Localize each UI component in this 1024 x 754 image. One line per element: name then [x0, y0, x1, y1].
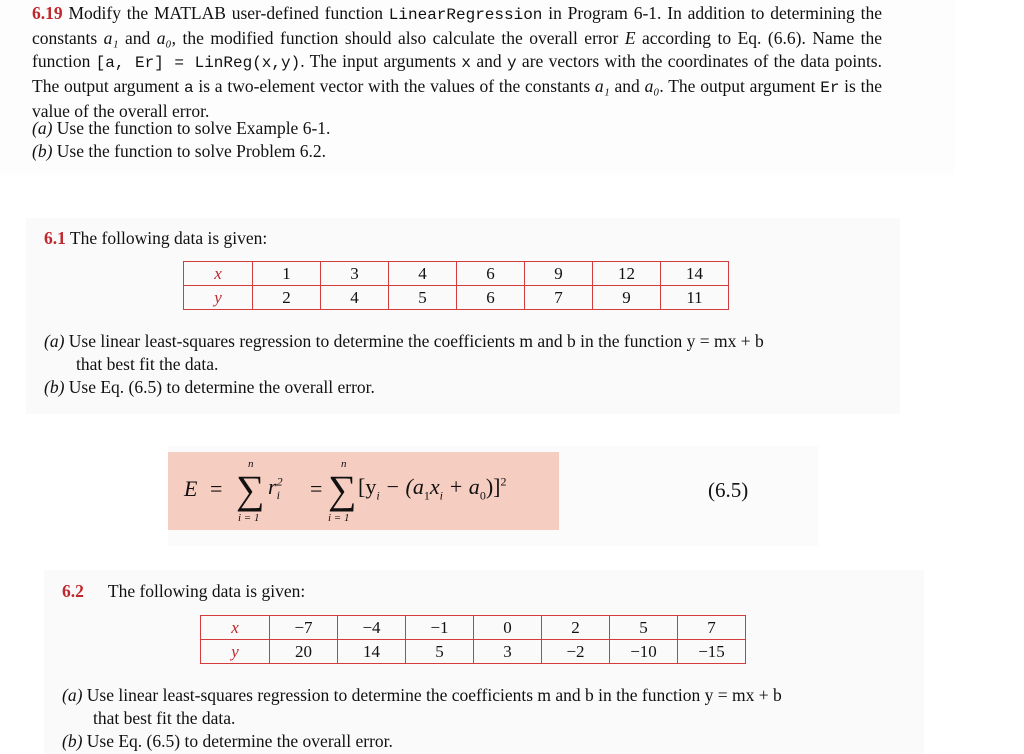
table-cell-x: −7	[270, 616, 338, 640]
table-cell-x: 6	[457, 262, 525, 286]
table-cell-x: −1	[406, 616, 474, 640]
table-cell-y: 4	[321, 286, 389, 310]
problem-number: 6.2	[62, 581, 84, 601]
table-row-y	[201, 640, 746, 664]
problem-number: 6.19	[32, 3, 63, 23]
math-a1: a₁	[103, 28, 119, 48]
eq-sup: 2	[500, 474, 507, 489]
text-segment: and	[609, 76, 645, 96]
table-cell-y: 2	[253, 286, 321, 310]
problem-6-2-data-table	[200, 615, 746, 664]
text-segment: and	[471, 51, 507, 71]
eq-sub: i	[439, 488, 443, 503]
item-label: (b)	[44, 377, 65, 397]
table-cell-x: 5	[610, 616, 678, 640]
problem-6-1-data-table	[183, 261, 729, 310]
problem-6-2-item-a-cont: that best fit the data.	[93, 708, 236, 728]
table-cell-x: 7	[678, 616, 746, 640]
table-cell-y: 3	[474, 640, 542, 664]
table-cell-y: 20	[270, 640, 338, 664]
text-segment: and	[118, 28, 157, 48]
row-label-x: x	[201, 616, 270, 640]
arg-y: y	[506, 54, 517, 72]
r-sup: 2	[276, 474, 283, 489]
text-segment: is the value of the overall error.	[32, 76, 882, 121]
math-a0: a₀	[156, 28, 172, 48]
arg-er: Er	[820, 79, 840, 97]
eq-part: x	[429, 474, 440, 499]
row-label-x: x	[184, 262, 253, 286]
table-cell-x: 14	[661, 262, 729, 286]
item-label: (a)	[32, 118, 53, 138]
math-E: E	[624, 28, 636, 48]
table-cell-y: 14	[338, 640, 406, 664]
table-cell-x: 3	[321, 262, 389, 286]
eq-equals-2: =	[310, 476, 323, 501]
table-row-x	[184, 262, 729, 286]
eq-part: − (a	[379, 474, 424, 499]
table-row-x	[201, 616, 746, 640]
table-cell-x: 9	[525, 262, 593, 286]
eq-sub: 0	[479, 488, 486, 503]
table-cell-y: 11	[661, 286, 729, 310]
eq-sub: i	[376, 488, 380, 503]
problem-6-1-item-a	[44, 330, 764, 353]
table-cell-x: 12	[593, 262, 661, 286]
table-cell-y: 5	[406, 640, 474, 664]
equation-number: (6.5)	[708, 478, 749, 502]
text-segment: in Program 6-1. In addition to determining the constants	[32, 3, 882, 48]
text-segment: . The output argument	[659, 76, 821, 96]
row-label-y: y	[201, 640, 270, 664]
eq-part: [y	[358, 474, 377, 499]
table-cell-y: 6	[457, 286, 525, 310]
sum2-sigma: ∑	[328, 467, 357, 512]
table-cell-y: 5	[389, 286, 457, 310]
function-name: LinearRegression	[388, 6, 543, 24]
problem-intro: The following data is given:	[107, 581, 306, 601]
problem-6-19-item-a	[32, 117, 330, 140]
function-signature: [a, Er] = LinReg(x,y)	[95, 54, 301, 72]
table-cell-y: 7	[525, 286, 593, 310]
table-cell-y: −10	[610, 640, 678, 664]
sum1-upper: n	[248, 458, 254, 470]
problem-6-19-text	[32, 2, 882, 123]
text-segment: Modify the MATLAB user-defined function	[68, 3, 389, 23]
problem-number: 6.1	[44, 228, 66, 248]
item-label: (a)	[44, 331, 65, 351]
table-row-y	[184, 286, 729, 310]
problem-6-2-item-a	[62, 684, 782, 707]
item-text: Use the function to solve Problem 6.2.	[52, 141, 327, 161]
table-cell-y: −2	[542, 640, 610, 664]
math-a1: a₁	[594, 76, 610, 96]
eq-part: + a	[442, 474, 480, 499]
r-sub: i	[276, 488, 280, 503]
item-label: (a)	[62, 685, 83, 705]
arg-a: a	[184, 79, 194, 97]
text-segment: is a two-element vector with the values of the constants	[193, 76, 595, 96]
text-segment: are vectors with the coordinates of the data points. The output argument	[32, 51, 882, 96]
row-label-y: y	[184, 286, 253, 310]
table-cell-y: 9	[593, 286, 661, 310]
problem-6-19-item-b	[32, 140, 326, 163]
math-a0: a₀	[644, 76, 660, 96]
item-text: Use the function to solve Example 6-1.	[52, 118, 331, 138]
eq-lhs: E	[184, 476, 198, 501]
sum1-sigma: ∑	[236, 467, 265, 512]
sum1-lower: i = 1	[238, 512, 260, 524]
text-segment: according to Eq. (6.6). Name the function	[32, 28, 882, 71]
sum2-upper: n	[341, 458, 347, 470]
table-cell-x: 0	[474, 616, 542, 640]
item-label: (b)	[32, 141, 53, 161]
table-cell-x: −4	[338, 616, 406, 640]
item-label: (b)	[62, 731, 83, 751]
problem-6-1-item-a-cont: that best fit the data.	[76, 354, 219, 374]
r-symbol: r	[268, 474, 277, 499]
eq-term-r	[268, 474, 283, 503]
table-cell-x: 4	[389, 262, 457, 286]
item-text: Use linear least-squares regression to determine the coefficients m and b in the function y = mx + b	[82, 685, 782, 705]
eq-term-residual	[358, 474, 506, 503]
table-cell-x: 2	[542, 616, 610, 640]
table-cell-y: −15	[678, 640, 746, 664]
sum2-lower: i = 1	[328, 512, 350, 524]
problem-6-2-heading	[62, 580, 305, 603]
text-segment: , the modified function should also calculate the overall error	[171, 28, 625, 48]
problem-6-2-item-b	[62, 730, 393, 753]
item-text: Use Eq. (6.5) to determine the overall error.	[82, 731, 393, 751]
eq-equals-1: =	[210, 476, 223, 501]
text-segment: . The input arguments	[300, 51, 462, 71]
item-text: Use linear least-squares regression to determine the coefficients m and b in the function y = mx + b	[64, 331, 764, 351]
problem-6-1-heading	[44, 227, 267, 250]
problem-6-1-item-b	[44, 376, 375, 399]
eq-sub: 1	[423, 488, 430, 503]
arg-x: x	[461, 54, 472, 72]
table-cell-x: 1	[253, 262, 321, 286]
problem-intro: The following data is given:	[65, 228, 268, 248]
equation-box	[168, 452, 559, 530]
eq-part: )]	[485, 474, 501, 499]
item-text: Use Eq. (6.5) to determine the overall error.	[64, 377, 375, 397]
